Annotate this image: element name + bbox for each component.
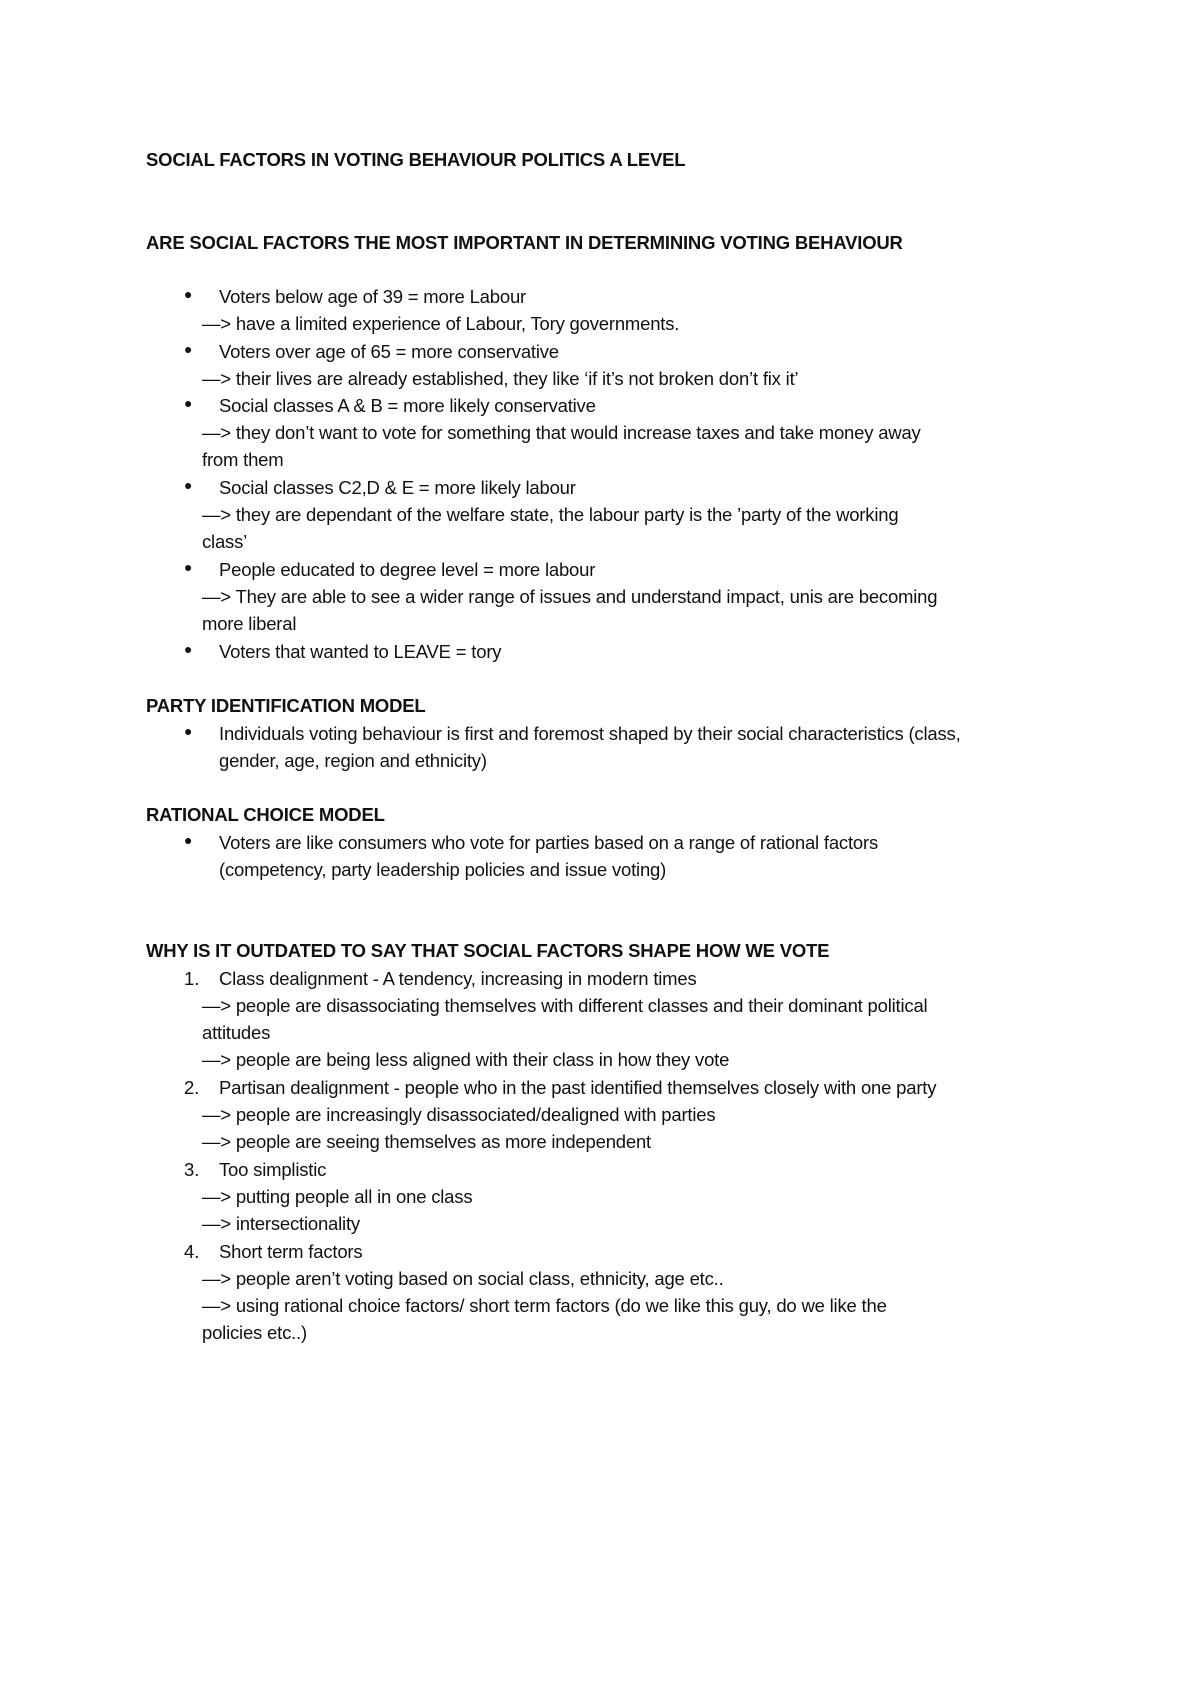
section-heading-party-identification: PARTY IDENTIFICATION MODEL	[146, 695, 426, 716]
list-item: Voters over age of 65 = more conservative	[219, 341, 559, 362]
list-item-note: attitudes	[202, 1022, 271, 1043]
list-number: 4.	[184, 1241, 200, 1262]
section-heading-social-factors: ARE SOCIAL FACTORS THE MOST IMPORTANT IN DETERMINING VOTING BEHAVIOUR	[146, 232, 903, 253]
list-item: Voters that wanted to LEAVE = tory	[219, 641, 502, 662]
list-item: (competency, party leadership policies and issue voting)	[219, 859, 667, 880]
list-item-note: class’	[202, 531, 248, 552]
bullet-icon: ●	[184, 395, 193, 411]
list-item-note: —> their lives are already established, they like ‘if it’s not broken don’t fix it’	[202, 368, 799, 389]
list-item: gender, age, region and ethnicity)	[219, 750, 487, 771]
list-item: Short term factors	[219, 1241, 363, 1262]
bullet-icon: ●	[184, 286, 193, 302]
list-number: 3.	[184, 1159, 200, 1180]
list-item: Voters below age of 39 = more Labour	[219, 286, 526, 307]
document-title: SOCIAL FACTORS IN VOTING BEHAVIOUR POLITICS A LEVEL	[146, 149, 686, 170]
bullet-icon: ●	[184, 723, 193, 739]
list-item: People educated to degree level = more labour	[219, 559, 596, 580]
section-heading-rational-choice: RATIONAL CHOICE MODEL	[146, 804, 385, 825]
list-item: Partisan dealignment - people who in the past identified themselves closely with one party	[219, 1077, 937, 1098]
list-number: 2.	[184, 1077, 200, 1098]
list-item-note: —> people aren’t voting based on social class, ethnicity, age etc..	[202, 1268, 724, 1289]
list-item-note: more liberal	[202, 613, 297, 634]
list-item-note: —> putting people all in one class	[202, 1186, 473, 1207]
list-item-note: —> people are seeing themselves as more independent	[202, 1131, 651, 1152]
bullet-icon: ●	[184, 477, 193, 493]
list-item-note: —> people are being less aligned with their class in how they vote	[202, 1049, 730, 1070]
list-item-note: —> they are dependant of the welfare state, the labour party is the ’party of the working	[202, 504, 899, 525]
list-item-note: from them	[202, 449, 284, 470]
bullet-icon: ●	[184, 641, 193, 657]
list-number: 1.	[184, 968, 200, 989]
list-item-note: —> intersectionality	[202, 1213, 360, 1234]
list-item-note: —> using rational choice factors/ short term factors (do we like this guy, do we like the	[202, 1295, 887, 1316]
list-item-note: —> They are able to see a wider range of issues and understand impact, unis are becoming	[202, 586, 938, 607]
bullet-icon: ●	[184, 341, 193, 357]
list-item: Social classes C2,D & E = more likely labour	[219, 477, 576, 498]
bullet-icon: ●	[184, 559, 193, 575]
list-item: Voters are like consumers who vote for parties based on a range of rational factors	[219, 832, 879, 853]
list-item: Individuals voting behaviour is first and foremost shaped by their social characteristics (class,	[219, 723, 961, 744]
list-item: Social classes A & B = more likely conservative	[219, 395, 596, 416]
bullet-icon: ●	[184, 832, 193, 848]
list-item-note: —> have a limited experience of Labour, Tory governments.	[202, 313, 680, 334]
list-item-note: —> people are increasingly disassociated/dealigned with parties	[202, 1104, 716, 1125]
list-item-note: policies etc..)	[202, 1322, 307, 1343]
section-heading-outdated: WHY IS IT OUTDATED TO SAY THAT SOCIAL FACTORS SHAPE HOW WE VOTE	[146, 940, 830, 961]
list-item-note: —> they don’t want to vote for something that would increase taxes and take money away	[202, 422, 921, 443]
list-item: Class dealignment - A tendency, increasing in modern times	[219, 968, 697, 989]
list-item: Too simplistic	[219, 1159, 327, 1180]
list-item-note: —> people are disassociating themselves with different classes and their dominant political	[202, 995, 928, 1016]
